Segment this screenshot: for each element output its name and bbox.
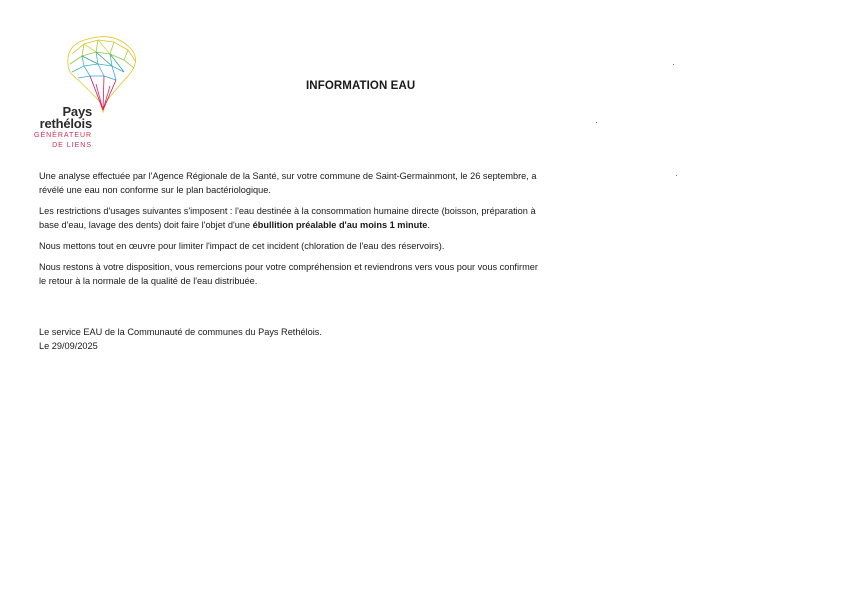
logo-line-2: rethélois — [39, 116, 92, 131]
logo-tagline-2: DE LIENS — [52, 142, 92, 149]
logo-line-1: Pays — [62, 104, 92, 119]
scan-speck — [676, 175, 677, 176]
boiling-instruction: ébullition préalable d'au moins 1 minute — [252, 220, 428, 230]
logo-wordmark — [34, 106, 92, 150]
notice-body — [39, 169, 539, 295]
signature-service: Le service EAU de la Communauté de communes du Pays Rethélois. — [39, 327, 322, 337]
balloon-network-icon — [58, 34, 148, 114]
restrictions-text: Les restrictions d'usages suivantes s'imposent : l'eau destinée à la consommation humaine directe (boisson, préparation à base d'eau, lavage des dents) doit faire l'objet d'une — [39, 206, 536, 230]
scan-speck — [673, 64, 674, 65]
logo — [34, 34, 134, 154]
restrictions-end: . — [427, 220, 430, 230]
signature-date: Le 29/09/2025 — [39, 341, 98, 351]
paragraph-restrictions — [39, 204, 539, 232]
paragraph-measures: Nous mettons tout en œuvre pour limiter l'impact de cet incident (chloration de l'eau des réservoirs). — [39, 241, 445, 251]
signature-block — [39, 325, 322, 353]
paragraph-analysis: Une analyse effectuée par l'Agence Régionale de la Santé, sur votre commune de Saint-Germainmont, le 26 septembre, a révélé une eau non conforme sur le plan bactériologique. — [39, 171, 537, 195]
logo-tagline-1: GÉNÉRATEUR — [34, 132, 93, 139]
paragraph-contact: Nous restons à votre disposition, vous remercions pour votre compréhension et reviendrons vers vous pour vous confirmer le retour à la normale de la qualité de l'eau distribuée. — [39, 262, 538, 286]
page-title: INFORMATION EAU — [306, 80, 416, 92]
scan-speck — [596, 122, 597, 123]
